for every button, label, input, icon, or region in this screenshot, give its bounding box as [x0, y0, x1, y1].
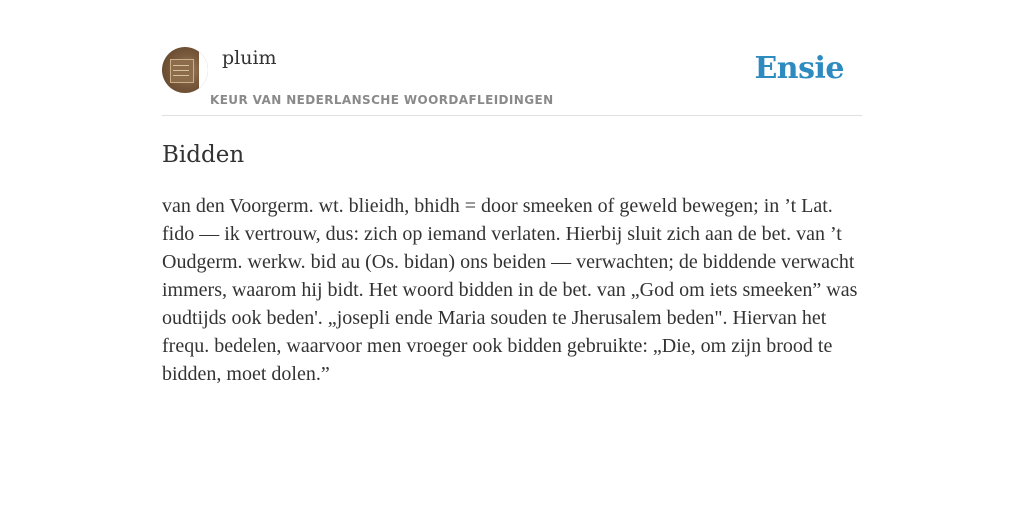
entry-title: Bidden: [162, 142, 245, 168]
avatar-detail: [173, 65, 189, 66]
source-link[interactable]: KEUR VAN NEDERLANSCHE WOORDAFLEIDINGEN: [210, 93, 554, 107]
ensie-logo[interactable]: Ensie: [754, 51, 844, 86]
avatar-detail: [173, 70, 189, 71]
avatar-mask: [199, 47, 208, 93]
header: [162, 0, 862, 116]
avatar-detail: [173, 75, 189, 76]
username-link[interactable]: pluim: [222, 47, 277, 69]
avatar[interactable]: [162, 47, 208, 93]
avatar-image: [170, 59, 194, 83]
entry-body: van den Voorgerm. wt. blieidh, bhidh = door smeeken of geweld bewegen; in ’t Lat. fido — ik vertrouw, dus: zich op iemand verlaten. Hierbij sluit zich aan de bet. van ’t Oudgerm. werkw. bid au (Os. bidan) ons beiden — verwachten; de biddende verwacht immers, waarom hij bidt. Het woord bidden in de bet. van „God om iets smeeken” was oudtijds ook beden'. „josepli ende Maria souden te Jherusalem beden". Hiervan het frequ. bedelen, waarvoor men vroeger ook bidden gebruikte: „Die, om zijn brood te bidden, moet dolen.”: [162, 195, 858, 385]
